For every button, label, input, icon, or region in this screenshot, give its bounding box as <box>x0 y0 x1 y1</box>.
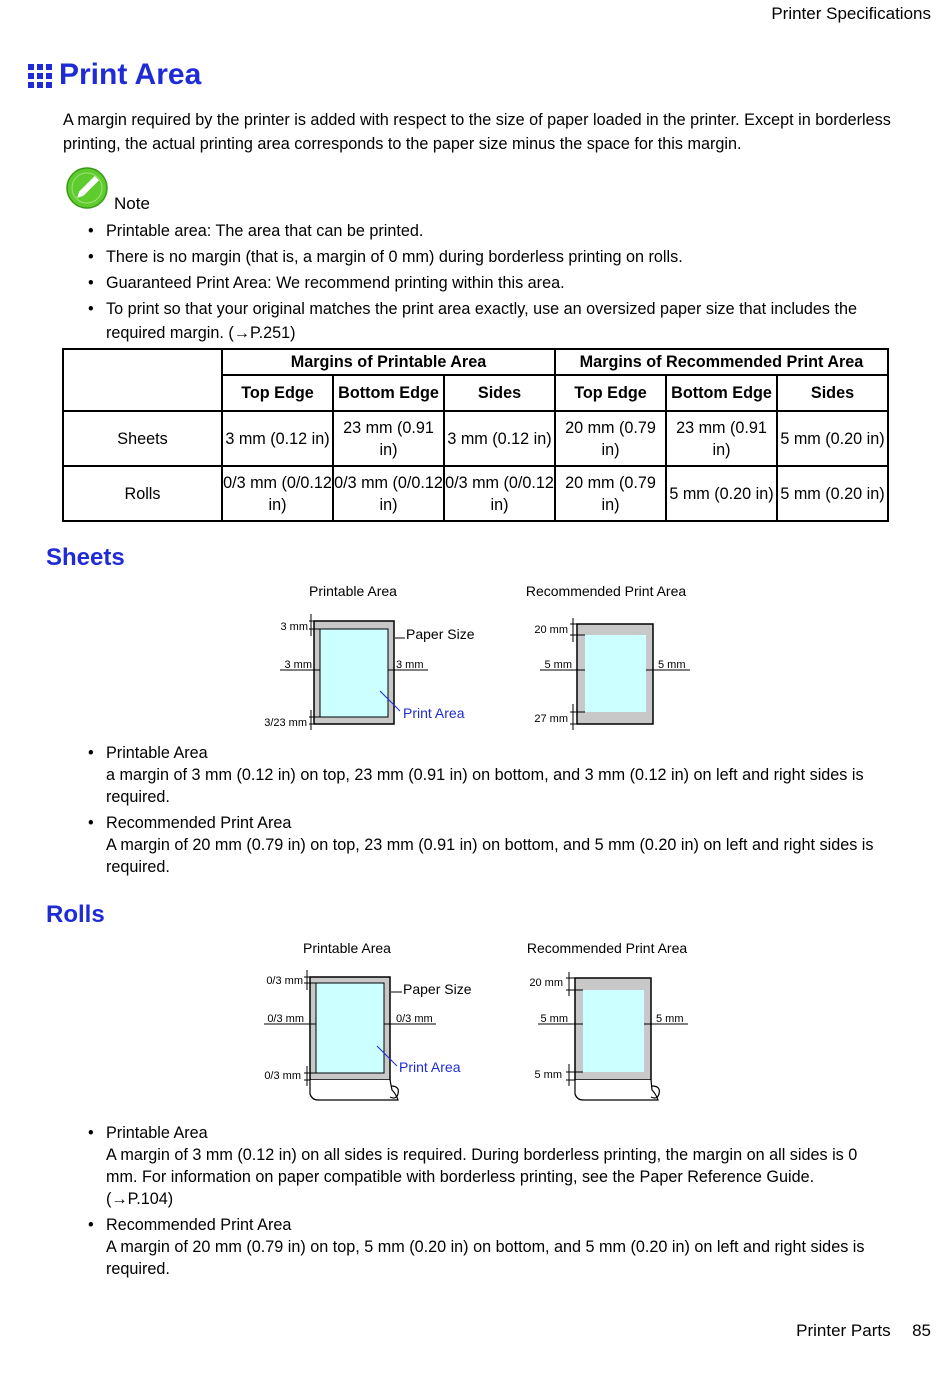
label-right-margin: 5 mm <box>658 659 686 671</box>
label-left-margin: 3 mm <box>284 659 312 671</box>
column-header: Top Edge <box>222 375 333 411</box>
note-label: Note <box>114 194 150 213</box>
sheets-heading: Sheets <box>46 544 125 571</box>
label-top-margin: 3 mm <box>280 621 308 633</box>
table-cell: 23 mm (0.91 in) <box>666 411 777 466</box>
label-paper-size: Paper Size <box>406 626 475 642</box>
section-grid-icon <box>28 64 52 88</box>
group-header-printable: Margins of Printable Area <box>222 349 555 375</box>
label-right-margin: 0/3 mm <box>396 1013 433 1025</box>
label-left-margin: 5 mm <box>544 659 572 671</box>
label-bottom-margin: 5 mm <box>534 1069 562 1081</box>
column-header: Sides <box>444 375 555 411</box>
list-item-title: • Recommended Print Area <box>86 812 886 834</box>
diagram-title-recommended: Recommended Print Area <box>525 583 687 599</box>
label-top-margin: 0/3 mm <box>266 975 303 987</box>
column-header: Top Edge <box>555 375 666 411</box>
label-top-margin: 20 mm <box>529 977 563 989</box>
table-cell: 20 mm (0.79 in) <box>555 411 666 466</box>
table-cell: 23 mm (0.91 in) <box>333 411 444 466</box>
recommended-area-box <box>585 635 646 712</box>
list-item-desc: A margin of 20 mm (0.79 in) on top, 5 mm (0.20 in) on bottom, and 5 mm (0.20 in) on left and right sides is required. <box>106 1238 865 1278</box>
table-cell: 0/3 mm (0/0.12 in) <box>333 466 444 521</box>
rolls-diagram <box>250 934 710 1109</box>
list-item-title: • Recommended Print Area <box>86 1214 876 1236</box>
label-print-area: Print Area <box>403 705 465 721</box>
pencil-note-icon <box>66 167 108 209</box>
empty-header-cell <box>63 349 222 411</box>
diagram-title-printable: Printable Area <box>303 940 391 956</box>
rolls-bullet-list <box>86 1122 876 1284</box>
label-top-margin: 20 mm <box>534 624 568 636</box>
label-bottom-margin: 0/3 mm <box>264 1070 301 1082</box>
list-item-title: • Printable Area <box>86 742 886 764</box>
table-row <box>63 466 888 521</box>
diagram-title-printable: Printable Area <box>309 583 397 599</box>
label-paper-size: Paper Size <box>403 981 472 997</box>
table-cell: 3 mm (0.12 in) <box>444 411 555 466</box>
print-area-box <box>320 629 388 717</box>
group-header-recommended: Margins of Recommended Print Area <box>555 349 888 375</box>
table-cell: 5 mm (0.20 in) <box>777 466 888 521</box>
list-item-title: • Printable Area <box>86 1122 876 1144</box>
page-number: 85 <box>912 1321 931 1340</box>
table-cell: 0/3 mm (0/0.12 in) <box>444 466 555 521</box>
label-bottom-margin: 3/23 mm <box>264 717 307 729</box>
table-cell: 3 mm (0.12 in) <box>222 411 333 466</box>
margins-table <box>62 348 889 522</box>
column-header: Bottom Edge <box>666 375 777 411</box>
recommended-area-box <box>583 990 644 1072</box>
label-left-margin: 5 mm <box>540 1013 568 1025</box>
table-cell: 20 mm (0.79 in) <box>555 466 666 521</box>
page-title-row <box>28 58 201 92</box>
note-list <box>86 219 896 347</box>
sheets-bullet-list <box>86 742 886 882</box>
table-cell: 5 mm (0.20 in) <box>777 411 888 466</box>
note-item: • To print so that your original matches the print area exactly, use an oversized paper size that includes the required margin. (→P.251) <box>86 297 896 345</box>
column-header: Bottom Edge <box>333 375 444 411</box>
table-cell: 5 mm (0.20 in) <box>666 466 777 521</box>
print-area-box <box>316 983 384 1073</box>
table-row <box>63 411 888 466</box>
roll-curl <box>575 1080 658 1100</box>
column-header: Sides <box>777 375 888 411</box>
page-footer <box>796 1321 931 1341</box>
list-item-desc: A margin of 20 mm (0.79 in) on top, 23 mm (0.91 in) on bottom, and 5 mm (0.20 in) on left and right sides is required. <box>106 836 874 876</box>
sheets-diagram <box>250 576 710 736</box>
label-print-area: Print Area <box>399 1059 461 1075</box>
row-label: Rolls <box>63 466 222 521</box>
footer-section: Printer Parts <box>796 1321 891 1340</box>
note-item: • There is no margin (that is, a margin of 0 mm) during borderless printing on rolls. <box>86 245 896 269</box>
row-label: Sheets <box>63 411 222 466</box>
page-title: Print Area <box>59 58 202 91</box>
table-cell: 0/3 mm (0/0.12 in) <box>222 466 333 521</box>
label-right-margin: 3 mm <box>396 659 424 671</box>
rolls-heading: Rolls <box>46 901 105 928</box>
label-bottom-margin: 27 mm <box>534 713 568 725</box>
note-item: • Printable area: The area that can be printed. <box>86 219 896 243</box>
label-right-margin: 5 mm <box>656 1013 684 1025</box>
list-item-desc: A margin of 3 mm (0.12 in) on all sides is required. During borderless printing, the margin on all sides is 0 mm. For information on paper compatible with borderless printing, see the Paper Reference Guide. (→P.104) <box>106 1146 858 1208</box>
running-header: Printer Specifications <box>771 4 931 23</box>
list-item-desc: a margin of 3 mm (0.12 in) on top, 23 mm (0.91 in) on bottom, and 3 mm (0.12 in) on left and right sides is required. <box>106 766 864 806</box>
label-left-margin: 0/3 mm <box>267 1013 304 1025</box>
note-item: • Guaranteed Print Area: We recommend printing within this area. <box>86 271 896 295</box>
diagram-title-recommended: Recommended Print Area <box>526 940 688 956</box>
intro-paragraph: A margin required by the printer is added with respect to the size of paper loaded in the printer. Except in borderless printing, the actual printing area corresponds to the paper size minus the space for this margin. <box>63 111 891 153</box>
roll-curl <box>310 1080 398 1100</box>
